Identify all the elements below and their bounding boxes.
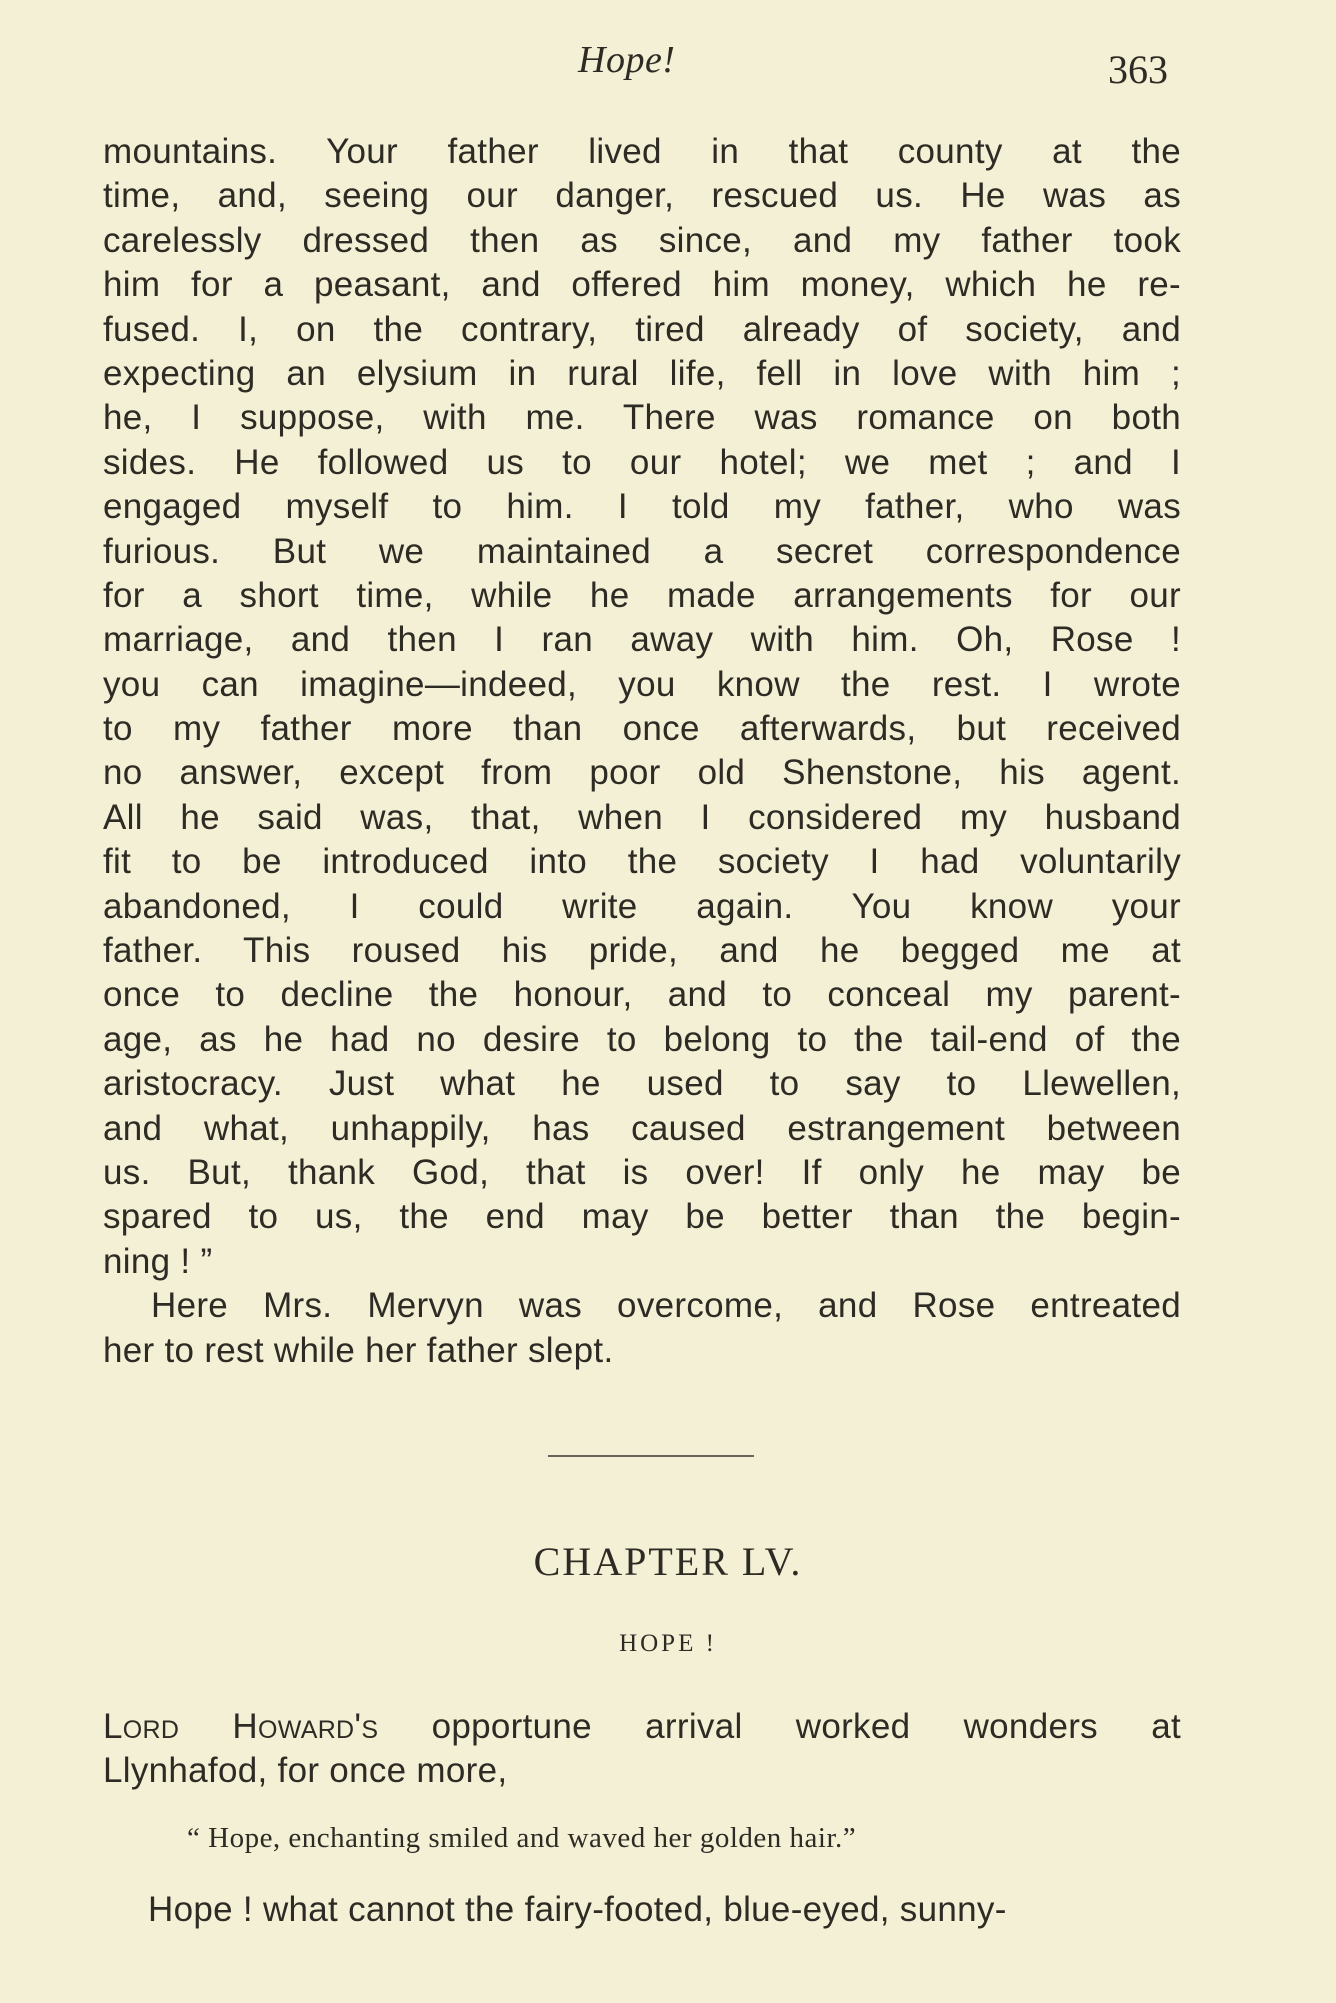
- text-line: once to decline the honour, and to conceal my parent-: [103, 975, 1181, 1015]
- text-line: he, I suppose, with me. There was romance on both: [103, 398, 1181, 438]
- text-line: time, and, seeing our danger, rescued us. He was as: [103, 176, 1181, 216]
- text-line: expecting an elysium in rural life, fell in love with him ;: [103, 353, 1181, 393]
- body-text: [103, 130, 1181, 1373]
- text-line: to my father more than once afterwards, but received: [103, 709, 1181, 749]
- chapter-opening-rest: opportune arrival worked wonders at: [378, 1707, 1181, 1746]
- text-line: him for a peasant, and offered him money, which he re-: [103, 265, 1181, 305]
- chapter-opening-line: [103, 1705, 1181, 1749]
- text-line: marriage, and then I ran away with him. Oh, Rose !: [103, 620, 1181, 660]
- chapter-title: CHAPTER LV.: [533, 1539, 803, 1584]
- text-line: for a short time, while he made arrangements for our: [103, 575, 1181, 615]
- final-line: Hope ! what cannot the fairy-footed, blue-eyed, sunny-: [148, 1890, 1007, 1929]
- text-line: fused. I, on the contrary, tired already of society, and: [103, 309, 1181, 349]
- chapter-opening: [103, 1705, 1181, 1794]
- text-line: furious. But we maintained a secret correspondence: [103, 531, 1181, 571]
- text-line: carelessly dressed then as since, and my father took: [103, 220, 1181, 260]
- chapter-opening-line: Llynhafod, for once more,: [103, 1751, 508, 1791]
- running-head: [0, 38, 1336, 108]
- text-line: spared to us, the end may be better than the begin-: [103, 1197, 1181, 1237]
- page-number: 363: [1108, 47, 1168, 92]
- text-line: sides. He followed us to our hotel; we met ; and I: [103, 442, 1181, 482]
- text-line: us. But, thank God, that is over! If only he may be: [103, 1152, 1181, 1192]
- text-line: All he said was, that, when I considered my husband: [103, 797, 1181, 837]
- section-divider: [548, 1455, 754, 1457]
- text-line: no answer, except from poor old Shenstone, his agent.: [103, 753, 1181, 793]
- text-line: mountains. Your father lived in that county at the: [103, 132, 1181, 171]
- small-caps-name: Lord Howard's: [103, 1707, 379, 1746]
- text-line: and what, unhappily, has caused estrangement between: [103, 1108, 1181, 1148]
- text-line: fit to be introduced into the society I had voluntarily: [103, 842, 1181, 882]
- text-line: abandoned, I could write again. You know your: [103, 886, 1181, 926]
- running-title: Hope!: [578, 39, 676, 81]
- text-line: age, as he had no desire to belong to the tail-end of the: [103, 1019, 1181, 1059]
- text-line: father. This roused his pride, and he begged me at: [103, 931, 1181, 971]
- verse-quote: “ Hope, enchanting smiled and waved her golden hair.”: [187, 1822, 857, 1854]
- text-line: ning ! ”: [103, 1241, 213, 1281]
- text-line: aristocracy. Just what he used to say to Llewellen,: [103, 1064, 1181, 1104]
- text-line: engaged myself to him. I told my father, who was: [103, 487, 1181, 527]
- paragraph-line: her to rest while her father slept.: [103, 1330, 614, 1370]
- text-line: you can imagine—indeed, you know the rest. I wrote: [103, 664, 1181, 704]
- chapter-subtitle: HOPE !: [619, 1630, 717, 1657]
- paragraph-line: Here Mrs. Mervyn was overcome, and Rose entreated: [151, 1286, 1181, 1326]
